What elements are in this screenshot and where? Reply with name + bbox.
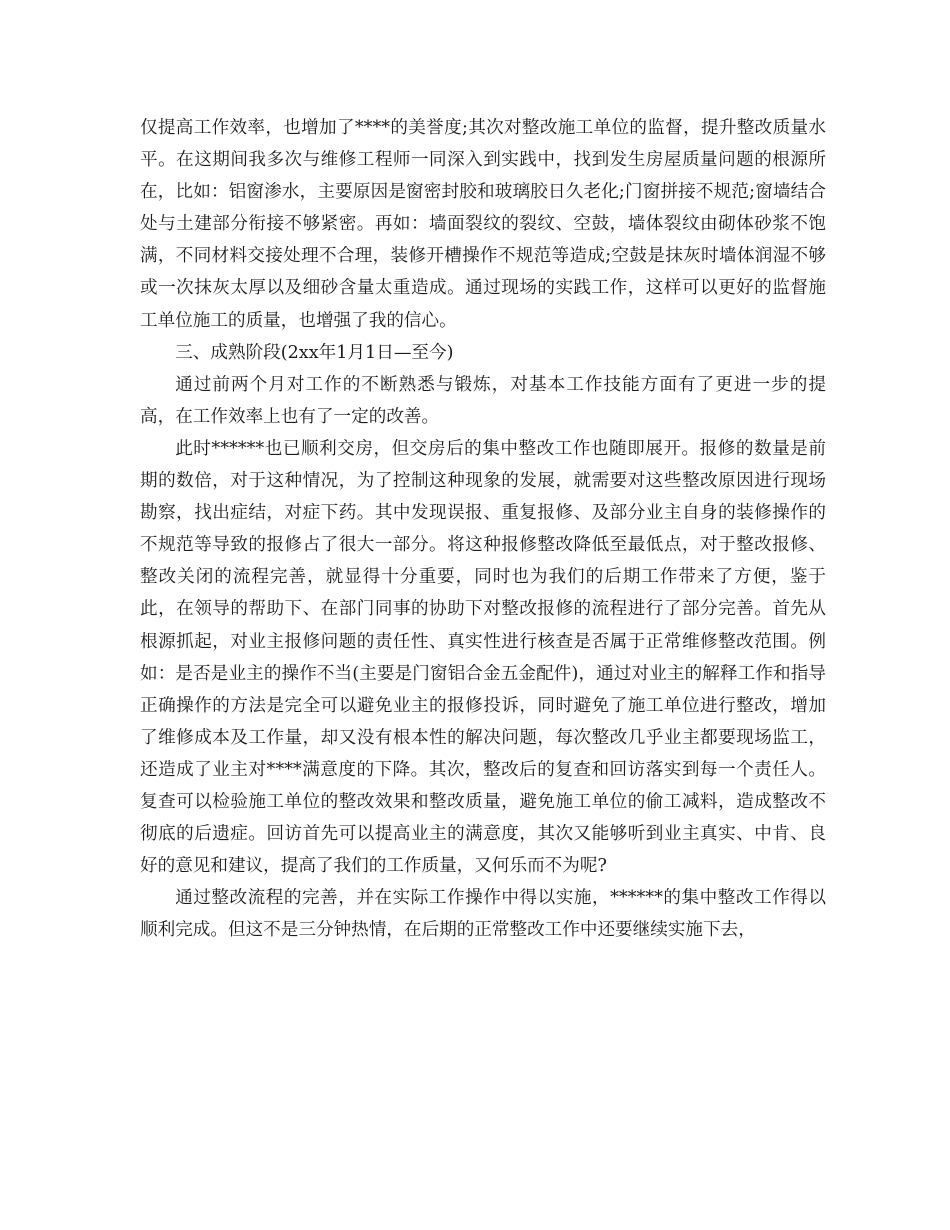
paragraph-process-completion: 通过整改流程的完善，并在实际工作操作中得以实施，******的集中整改工作得以顺利完成。但这不是三分钟热情，在后期的正常整改工作中还要继续实施下去， [140,888,826,941]
paragraph-rectification-process: 此时******也已顺利交房，但交房后的集中整改工作也随即展开。报修的数量是前期的数倍，对于这种情况，为了控制这种现象的发展，就需要对这些整改原因进行现场勘察，找出症结，对症下药。其中发现误报、重复报修、及部分业主自身的装修操作的不规范等导致的报修占了很大一部分。将这种报修整改降低至最低点，对于整改报修、整改关闭的流程完善，就显得十分重要，同时也为我们的后期工作带来了方便，鉴于此，在领导的帮助下、在部门同事的协助下对整改报修的流程进行了部分完善。首先从根源抓起，对业主报修问题的责任性、真实性进行核查是否属于正常维修整改范围。例如：是否是业主的操作不当(主要是门窗铝合金五金配件)，通过对业主的解释工作和指导正确操作的方法是完全可以避免业主的报修投诉，同时避免了施工单位进行整改，增加了维修成本及工作量，却又没有根本性的解决问题，每次整改几乎业主都要现场监工，还造成了业主对****满意度的下降。其次，整改后的复查和回访落实到每一个责任人。复查可以检验施工单位的整改效果和整改质量，避免施工单位的偷工减料，造成整改不彻底的后遗症。回访首先可以提高业主的满意度，其次又能够听到业主真实、中肯、良好的意见和建议，提高了我们的工作质量，又何乐而不为呢? [140,438,826,877]
section-heading-mature-stage: 三、成熟阶段(2xx年1月1日—至今) [175,342,454,363]
paragraph-continuation: 仅提高工作效率，也增加了****的美誉度;其次对整改施工单位的监督，提升整改质量水平。在这期间我多次与维修工程师一同深入到实践中，找到发生房屋质量问题的根源所在，比如：铝窗渗水，主要原因是窗密封胶和玻璃胶日久老化;门窗拼接不规范;窗墙结合处与土建部分衔接不够紧密。再如：墙面裂纹的裂纹、空鼓，墙体裂纹由砌体砂浆不饱满，不同材料交接处理不合理，装修开槽操作不规范等造成;空鼓是抹灰时墙体润湿不够或一次抹灰太厚以及细砂含量太重造成。通过现场的实践工作，这样可以更好的监督施工单位施工的质量，也增强了我的信心。 [140,118,826,331]
document-page [140,112,826,946]
paragraph-skills-improvement: 通过前两个月对工作的不断熟悉与锻炼，对基本工作技能方面有了更进一步的提高，在工作效率上也有了一定的改善。 [140,374,826,427]
